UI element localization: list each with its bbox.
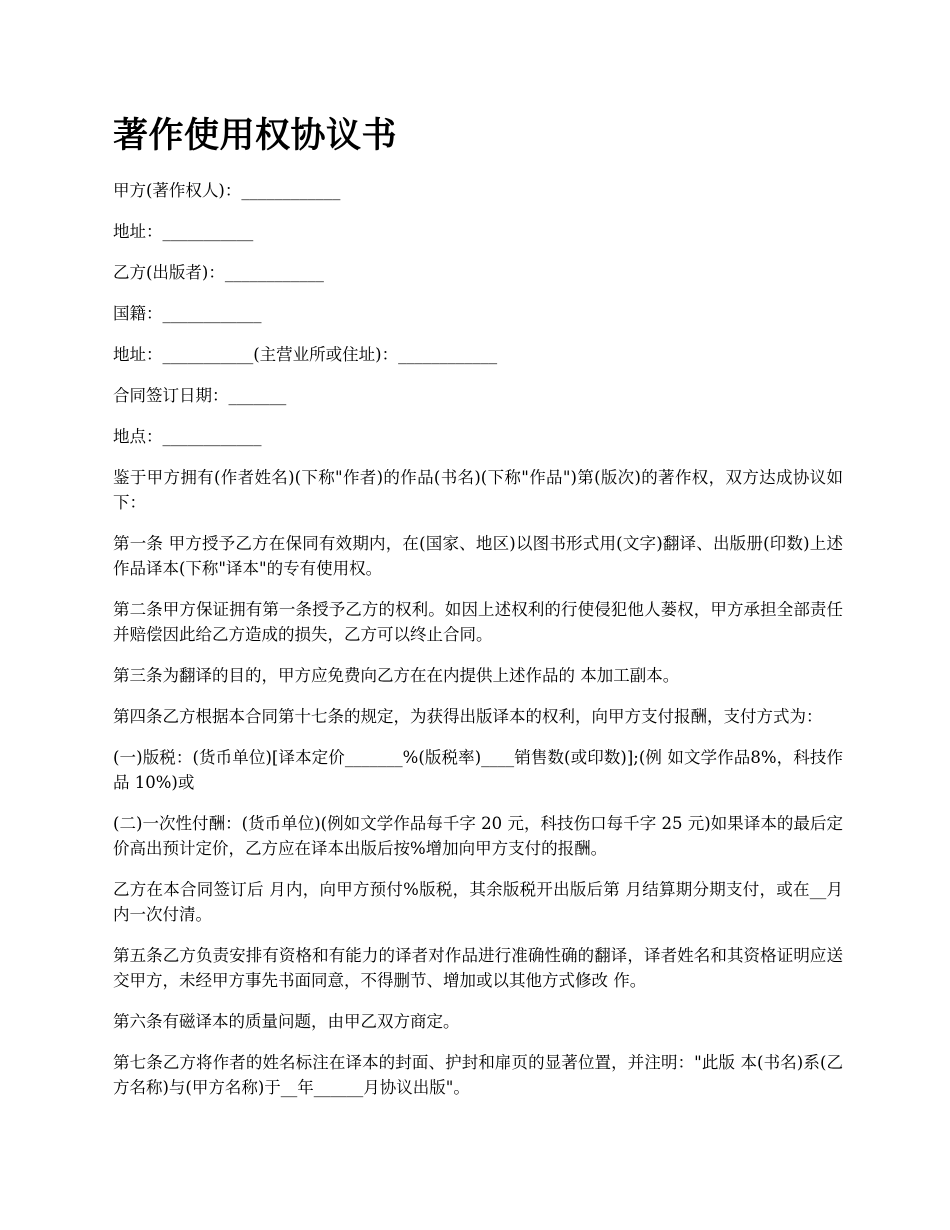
document-page (113, 108, 843, 1116)
article-4-lump-sum-clause: (二)一次性付酬：(货币单位)(例如文学作品每千字 20 元，科技伤口每千字 25 元)如果译本的最后定价高出预计定价，乙方应在译本出版后按%增加向甲方支付的报酬。 (113, 814, 843, 858)
nationality-field: 国籍：____________ (113, 304, 262, 323)
party-b-field: 乙方(出版者)：____________ (113, 263, 324, 282)
party-a-address-field: 地址：___________ (113, 222, 254, 241)
signing-date-field: 合同签订日期：_______ (113, 386, 287, 405)
article-1-paragraph: 第一条 甲方授予乙方在保同有效期内，在(国家、地区)以图书形式用(文字)翻译、出版册(印数)上述作品译本(下称"译本"的专有使用权。 (113, 534, 843, 578)
signing-place-field: 地点：____________ (113, 427, 262, 446)
article-5-paragraph: 第五条乙方负责安排有资格和有能力的译者对作品进行准确性确的翻译，译者姓名和其资格证明应送交甲方，未经甲方事先书面同意，不得删节、增加或以其他方式修改 作。 (113, 946, 843, 990)
article-3-paragraph: 第三条为翻译的目的，甲方应免费向乙方在在内提供上述作品的 本加工副本。 (113, 666, 680, 685)
article-4-paragraph: 第四条乙方根据本合同第十七条的规定，为获得出版译本的权利，向甲方支付报酬，支付方式为： (113, 707, 823, 726)
article-2-paragraph: 第二条甲方保证拥有第一条授予乙方的权利。如因上述权利的行使侵犯他人蒌权，甲方承担全部责任并赔偿因此给乙方造成的损失，乙方可以终止合同。 (113, 600, 843, 644)
advance-payment-paragraph: 乙方在本合同签订后 月内，向甲方预付%版税，其余版税开出版后第 月结算期分期支付，或在__月内一次付清。 (113, 880, 843, 924)
preamble-paragraph: 鉴于甲方拥有(作者姓名)(下称"作者)的作品(书名)(下称"作品")第(版次)的著作权，双方达成协议如下： (113, 468, 843, 512)
article-7-paragraph: 第七条乙方将作者的姓名标注在译本的封面、护封和扉页的显著位置，并注明："此版 本(书名)系(乙方名称)与(甲方名称)于__年______月协议出版"。 (113, 1053, 843, 1097)
document-title: 著作使用权协议书 (113, 116, 398, 156)
article-4-royalty-clause: (一)版税：(货币单位)[译本定价_______%(版税率)____销售数(或印数)];(例 如文学作品8%，科技作品 10%)或 (113, 748, 843, 792)
article-6-paragraph: 第六条有磁译本的质量问题，由甲乙双方商定。 (113, 1012, 460, 1031)
party-b-address-field: 地址：___________(主营业所或住址)：____________ (113, 345, 498, 364)
party-a-field: 甲方(著作权人)：____________ (113, 181, 341, 200)
